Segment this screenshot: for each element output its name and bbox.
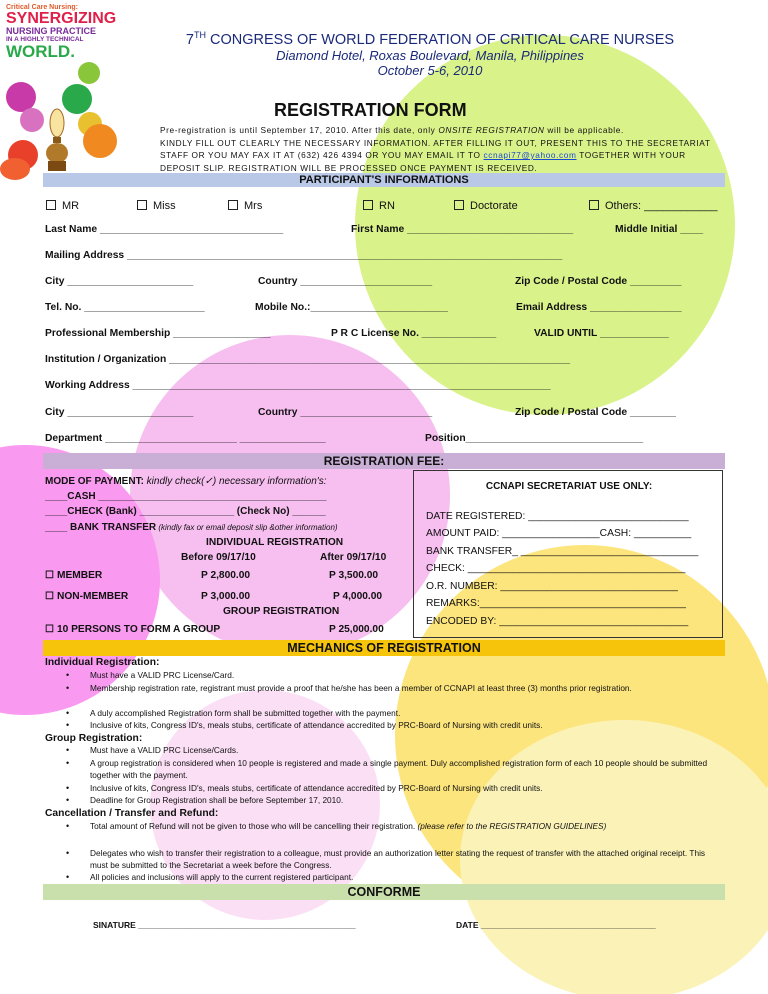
list-item: • Membership registration rate, registrant must provide a proof that he/she has been a member of CCNAPI at least three (3) months prior registration. (90, 683, 725, 695)
list-item: • Must have a VALID PRC License/Card. (90, 670, 725, 682)
oil-lamp-icon (44, 103, 70, 173)
congress-date: October 5-6, 2010 (377, 62, 483, 78)
bank-transfer-line: BANK TRANSFER_ _______________________________ (426, 546, 699, 557)
mechanics-bar: MECHANICS OF REGISTRATION (43, 640, 725, 656)
city-field[interactable]: City ______________________ (45, 276, 194, 287)
payment-mode-label: MODE OF PAYMENT: kindly check(✓) necessary information's: (45, 476, 327, 487)
registration-fee-bar: REGISTRATION FEE: (43, 453, 725, 469)
form-instructions: Pre-registration is until September 17, 2010. After this date, only ONSITE REGISTRATION will be applicable. KINDLY FILL OUT CLEARLY THE NECESSARY INFORMATION. AFTER FILLING IT OUT, PRESENT THIS TO THE SECRETARIAT STAFF OR YOU MAY FAX IT AT (632) 426 4394 OR YOU MAY EMAIL IT TO ccnapi77@yahoo.com TOGETHER WITH YOUR DEPOSIT SLIP. REGISTRATION WILL BE PROCESSED ONCE PAYMENT IS RECEIVED. (160, 125, 711, 173)
group-price: P 25,000.00 (329, 624, 384, 635)
individual-heading: Individual Registration: (45, 657, 160, 668)
logo-bubble (20, 108, 44, 132)
before-date-label: Before 09/17/10 (181, 552, 256, 563)
first-name-field[interactable]: First Name _____________________________ (351, 224, 574, 235)
position-field[interactable]: Position_______________________________ (425, 433, 644, 444)
list-item: • A duly accomplished Registration form shall be submitted together with the payment. (90, 708, 725, 720)
form-title: REGISTRATION FORM (274, 100, 467, 120)
email-link[interactable]: ccnapi77@yahoo.com (483, 150, 577, 160)
member-price-before: P 2,800.00 (201, 570, 251, 581)
amount-paid-line: AMOUNT PAID: _________________CASH: __________ (426, 528, 692, 539)
group-registration-heading: GROUP REGISTRATION (223, 606, 340, 617)
zip-field[interactable]: Zip Code / Postal Code _________ (515, 276, 682, 287)
secretariat-title: CCNAPI SECRETARIAT USE ONLY: (485, 481, 653, 492)
list-item: • Must have a VALID PRC License/Cards. (90, 745, 725, 757)
after-date-label: After 09/17/10 (320, 552, 387, 563)
checkbox-miss[interactable]: Miss (137, 200, 176, 212)
work-city-field[interactable]: City ______________________ (45, 407, 194, 418)
institution-field[interactable]: Institution / Organization ______________________________________________________________________ (45, 354, 570, 365)
secretariat-box (413, 470, 723, 638)
mailing-address-field[interactable]: Mailing Address ____________________________________________________________________________ (45, 250, 563, 261)
cash-option[interactable]: ____CASH _________________________________________ (45, 491, 327, 502)
logo-line4: IN A HIGHLY TECHNICAL (6, 36, 84, 43)
logo-bubble (83, 124, 117, 158)
department-field[interactable]: Department _______________________ _______________ (45, 433, 326, 444)
cancellation-heading: Cancellation / Transfer and Refund: (45, 808, 219, 819)
date-field[interactable]: DATE _____________________________________ (456, 920, 656, 930)
logo-bubble (78, 62, 100, 84)
check-line: CHECK: ______________________________________ (426, 563, 686, 574)
check-option[interactable]: ____CHECK (Bank) _________________ (Check No) ______ (45, 506, 326, 517)
encoded-by-line: ENCODED BY: _________________________________ (426, 616, 689, 627)
congress-header (150, 30, 710, 78)
list-item: • A group registration is considered when 10 people is registered and made a single payment. Duly accomplished registration form of each 10 people should be submitted together with the payment. (90, 758, 725, 782)
list-item: • Delegates who wish to transfer their registration to a colleague, must provide an authorization letter stating the request of transfer with the attached original receipt. This must be submitted to the Secretariat a week before the Congress. (90, 848, 725, 872)
checkbox-rn[interactable]: RN (363, 200, 395, 212)
list-item: • Inclusive of kits, Congress ID's, meals stubs, certificate of attendance accredited by PRC-Board of Nursing with credit units. (90, 720, 725, 732)
member-option[interactable]: ☐ MEMBER (45, 570, 103, 581)
congress-logo (6, 4, 118, 60)
list-item: • Inclusive of kits, Congress ID's, meals stubs, certificate of attendance accredited by PRC-Board of Nursing with credit units. (90, 783, 725, 795)
list-item: • All policies and inclusions will apply to the current registered participant. (90, 872, 725, 884)
list-item: • Total amount of Refund will not be given to those who will be cancelling their registration. (please refer to the REGISTRATION GUIDELINES) (90, 821, 725, 833)
group-option[interactable]: ☐ 10 PERSONS TO FORM A GROUP (45, 624, 221, 635)
email-field[interactable]: Email Address ________________ (516, 302, 682, 313)
country-field[interactable]: Country _______________________ (258, 276, 433, 287)
checkbox-mr[interactable]: MR (46, 200, 79, 212)
conforme-bar: CONFORME (43, 884, 725, 900)
date-registered-line: DATE REGISTERED: ____________________________ (426, 511, 689, 522)
member-price-after: P 3,500.00 (329, 570, 379, 581)
mobile-field[interactable]: Mobile No.:________________________ (255, 302, 448, 313)
group-heading: Group Registration: (45, 733, 143, 744)
checkbox-mrs[interactable]: Mrs (228, 200, 262, 212)
logo-line5: WORLD. (6, 42, 75, 61)
prc-license-field[interactable]: P R C License No. _____________ (331, 328, 497, 339)
logo-line3: NURSING PRACTICE (6, 26, 97, 36)
nonmember-price-after: P 4,000.00 (333, 591, 383, 602)
list-item: • Deadline for Group Registration shall be before September 17, 2010. (90, 795, 725, 807)
remarks-line: REMARKS:____________________________________ (426, 598, 686, 609)
valid-until-field[interactable]: VALID UNTIL ____________ (534, 328, 669, 339)
working-address-field[interactable]: Working Address _________________________________________________________________________ (45, 380, 551, 391)
bank-transfer-option[interactable]: ____ BANK TRANSFER (kindly fax or email deposit slip &other information) (45, 522, 338, 533)
work-country-field[interactable]: Country _______________________ (258, 407, 433, 418)
checkbox-doctorate[interactable]: Doctorate (454, 200, 518, 212)
nonmember-option[interactable]: ☐ NON-MEMBER (45, 591, 129, 602)
participant-info-bar: PARTICIPANT'S INFORMATIONS (43, 173, 725, 187)
logo-line2: SYNERGIZING (6, 10, 117, 27)
logo-line1: Critical Care Nursing: (6, 4, 78, 11)
work-zip-field[interactable]: Zip Code / Postal Code ________ (515, 407, 676, 418)
membership-field[interactable]: Professional Membership _________________ (45, 328, 271, 339)
signature-field[interactable]: SINATURE ______________________________________________ (93, 920, 356, 930)
or-number-line: O.R. NUMBER: _______________________________ (426, 581, 678, 592)
logo-bubble (0, 158, 30, 180)
nonmember-price-before: P 3,000.00 (201, 591, 251, 602)
congress-title: 7TH CONGRESS OF WORLD FEDERATION OF CRITICAL CARE NURSES (185, 30, 675, 48)
individual-registration-heading: INDIVIDUAL REGISTRATION (206, 537, 344, 548)
middle-initial-field[interactable]: Middle Initial ____ (615, 224, 704, 235)
last-name-field[interactable]: Last Name ________________________________ (45, 224, 284, 235)
checkbox-others[interactable]: Others: ____________ (589, 200, 718, 212)
congress-venue: Diamond Hotel, Roxas Boulevard, Manila, Philippines (276, 47, 584, 63)
tel-field[interactable]: Tel. No. _____________________ (45, 302, 205, 313)
